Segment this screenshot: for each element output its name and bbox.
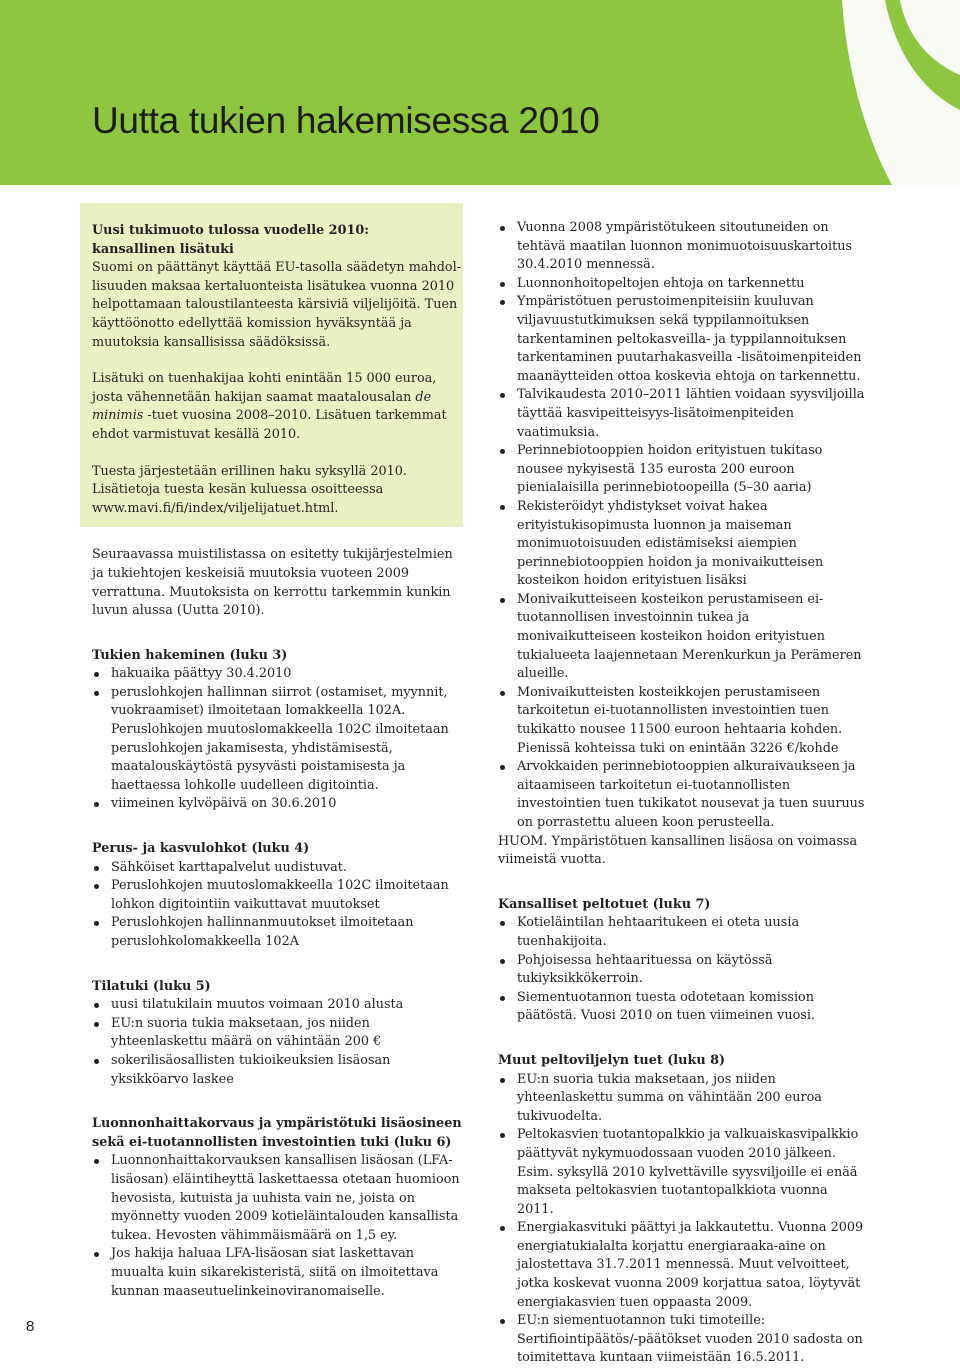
highlight-paragraph-1: Suomi on päättänyt käyttää EU-tasolla säädetyn mahdollisuuden maksaa kertaluonteista lisätukea vuonna 2010 helpottamaan taloustilanteesta kärsiviä viljelijöitä. Tuen käyttöönotto edellyttää komission hyväksyntää ja muutoksia kansallisissa säädöksissä. — [92, 260, 462, 350]
highlight-paragraph-2: Lisätuki on tuenhakijaa kohti enintään 15 000 euroa, josta vähennetään hakijan saamat maatalousalan de minimis -tuet vuosina 2008–2010. Lisätuen tarkemmat ehdot varmistuvat kesällä 2010. — [92, 371, 447, 442]
list-item: EU:n siementuotannon tuki timoteille: Sertifiointipäätös/-päätökset vuoden 2010 sadosta on toimitettava kuntaan viimeistään 16.5.2011. — [498, 1312, 868, 1368]
right-column — [498, 219, 868, 1368]
list-item: hakuaika päättyy 30.4.2010 — [92, 665, 462, 684]
page-number: 8 — [26, 1318, 35, 1335]
highlight-content — [92, 222, 462, 518]
list-item: Luonnonhoitopeltojen ehtoja on tarkennettu — [498, 275, 868, 294]
list-item: EU:n suoria tukia maksetaan, jos niiden yhteenlaskettu summa on vähintään 200 euroa tukivuodelta. — [498, 1071, 868, 1127]
list-item: peruslohkojen hallinnan siirrot (ostamiset, myynnit, vuokraamiset) ilmoitetaan lomakkeella 102A. Peruslohkojen muutoslomakkeella 102C ilmoitetaan peruslohkojen jakamisesta, yhdistämisestä, maatalouskäytöstä pysyvästi poistamisesta ja haettaessa lohkolle uudelleen digitointia. — [92, 684, 462, 796]
leaf-decoration-icon — [0, 0, 960, 185]
list-item: sokerilisäosallisten tukioikeuksien lisäosan yksikköarvo laskee — [92, 1052, 462, 1089]
section-list — [498, 1071, 868, 1368]
list-item: Siementuotannon tuesta odotetaan komission päätöstä. Vuosi 2010 on tuen viimeinen vuosi. — [498, 989, 868, 1026]
section-heading: Tukien hakeminen (luku 3) — [92, 647, 288, 663]
section-heading: Muut peltoviljelyn tuet (luku 8) — [498, 1052, 726, 1068]
right-note: HUOM. Ympäristötuen kansallinen lisäosa on voimassa viimeistä vuotta. — [498, 833, 858, 868]
section-list — [92, 996, 462, 1089]
list-item: Kotieläintilan hehtaaritukeen ei oteta uusia tuenhakijoita. — [498, 914, 868, 951]
list-item: Luonnonhaittakorvauksen kansallisen lisäosan (LFA-lisäosan) eläintiheyttä laskettaessa otetaan huomioon hevosista, kutuista ja uuhista vain ne, joista on myönnetty vuoden 2009 kotieläintalouden kansallista tukea. Hevosten vähimmäismäärä on 1,5 ey. — [92, 1152, 462, 1245]
section-list — [92, 1152, 462, 1301]
right-sections — [498, 896, 868, 1368]
de-minimis-term: de minimis — [92, 389, 432, 424]
list-item: viimeinen kylvöpäivä on 30.6.2010 — [92, 795, 462, 814]
list-item: Talvikaudesta 2010–2011 lähtien voidaan syysviljoilla täyttää kasvipeitteisyys-lisätoimenpiteiden vaatimuksia. — [498, 386, 868, 442]
intro-paragraph: Seuraavassa muistilistassa on esitetty tukijärjestelmien ja tukiehtojen keskeisiä muutoksia vuoteen 2009 verrattuna. Muutoksista on kerrottu tarkemmin kunkin luvun alussa (Uutta 2010). — [92, 547, 453, 619]
list-item: Peruslohkojen muutoslomakkeella 102C ilmoitetaan lohkon digitointiin vaikuttavat muutokset — [92, 877, 462, 914]
section-list — [92, 665, 462, 814]
left-sections — [92, 647, 462, 1301]
section-heading: Luonnonhaittakorvaus ja ympäristötuki lisäosineen sekä ei-tuotannollisten investointien tuki (luku 6) — [92, 1116, 462, 1150]
highlight-heading: Uusi tukimuoto tulossa vuodelle 2010: — [92, 223, 370, 238]
header-band — [0, 0, 960, 185]
list-item: Arvokkaiden perinnebiotooppien alkuraivaukseen ja aitaamiseen tarkoitetun ei-tuotannollisten investointien tuen tukikatot nousevat ja tuen suuruus on porrastettu alueen koon perusteella. — [498, 758, 868, 832]
section-heading: Perus- ja kasvulohkot (luku 4) — [92, 841, 310, 857]
list-item: Energiakasvituki päättyi ja lakkautettu. Vuonna 2009 energiatukialalta korjattu energiaraaka-aine on jalostettava 31.7.2011 mennessä. Muut velvoitteet, jotka koskevat vuonna 2009 korjattua satoa, löytyvät energiakasvien tuen oppaasta 2009. — [498, 1219, 868, 1312]
list-item: Vuonna 2008 ympäristötukeen sitoutuneiden on tehtävä maatilan luonnon monimuotoisuuskartoitus 30.4.2010 mennessä. — [498, 219, 868, 275]
list-item: Pohjoisessa hehtaarituessa on käytössä tukiyksikkökerroin. — [498, 952, 868, 989]
environment-aid-list — [498, 219, 868, 833]
list-item: Ympäristötuen perustoimenpiteisiin kuuluvan viljavuustutkimuksen sekä typpilannoituksen tarkentaminen peltokasveilla- ja typpilannoituksen tarkentaminen puutarhakasveilla -lisätoimenpiteiden maanäytteiden ottoa koskevia ehtoja on tarkennettu. — [498, 293, 868, 386]
list-item: Perinnebiotooppien hoidon erityistuen tukitaso nousee nykyisestä 135 eurosta 200 euroon pienialaisilla perinnebiotoopeilla (5–30 aaria) — [498, 442, 868, 498]
list-item: EU:n suoria tukia maksetaan, jos niiden yhteenlaskettu määrä on vähintään 200 € — [92, 1015, 462, 1052]
section-heading: Tilatuki (luku 5) — [92, 978, 211, 994]
list-item: Jos hakija haluaa LFA-lisäosan siat laskettavan muualta kuin sikarekisteristä, siitä on ilmoitettava kunnan maaseutuelinkeinoviranomaiselle. — [92, 1245, 462, 1301]
section-heading: Kansalliset peltotuet (luku 7) — [498, 896, 711, 912]
list-item: Peltokasvien tuotantopalkkio ja valkuaiskasvipalkkio päättyvät nykymuodossaan vuoden 2010 jälkeen. Esim. syksyllä 2010 kylvettäville syysviljoille ei enää makseta peltokasvien tuotantopalkkiota vuonna 2011. — [498, 1126, 868, 1219]
list-item: Peruslohkojen hallinnanmuutokset ilmoitetaan peruslohkolomakkeella 102A — [92, 914, 462, 951]
page-title: Uutta tukien hakemisessa 2010 — [92, 100, 600, 141]
highlight-subheading: kansallinen lisätuki — [92, 241, 234, 257]
list-item: Monivaikutteisten kosteikkojen perustamiseen tarkoitetun ei-tuotannollisten investointien tuen tukikatto nousee 11500 euroon hehtaaria kohden. Pienissä kohteissa tuki on enintään 3226 €/kohde — [498, 684, 868, 758]
section-list — [498, 914, 868, 1026]
highlight-paragraph-3: Tuesta järjestetään erillinen haku syksyllä 2010. Lisätietoja tuesta kesän kuluessa osoitteessa www.mavi.fi/fi/index/viljelijatuet.html. — [92, 463, 407, 516]
list-item: Sähköiset karttapalvelut uudistuvat. — [92, 859, 462, 878]
section-list — [92, 859, 462, 952]
list-item: Rekisteröidyt yhdistykset voivat hakea erityistukisopimusta luonnon ja maiseman monimuotoisuuden edistämiseksi aiempien perinnebiotooppien hoidon ja monivaikutteisen kosteikon hoidon erityistuen lisäksi — [498, 498, 868, 591]
list-item: Monivaikutteiseen kosteikon perustamiseen ei-tuotannollisen investoinnin tukea ja monivaikutteiseen kosteikon hoidon erityistuen tukialueeta laajennetaan Merenkurkun ja Perämeren alueille. — [498, 591, 868, 684]
left-column — [92, 222, 462, 1301]
list-item: uusi tilatukilain muutos voimaan 2010 alusta — [92, 996, 462, 1015]
